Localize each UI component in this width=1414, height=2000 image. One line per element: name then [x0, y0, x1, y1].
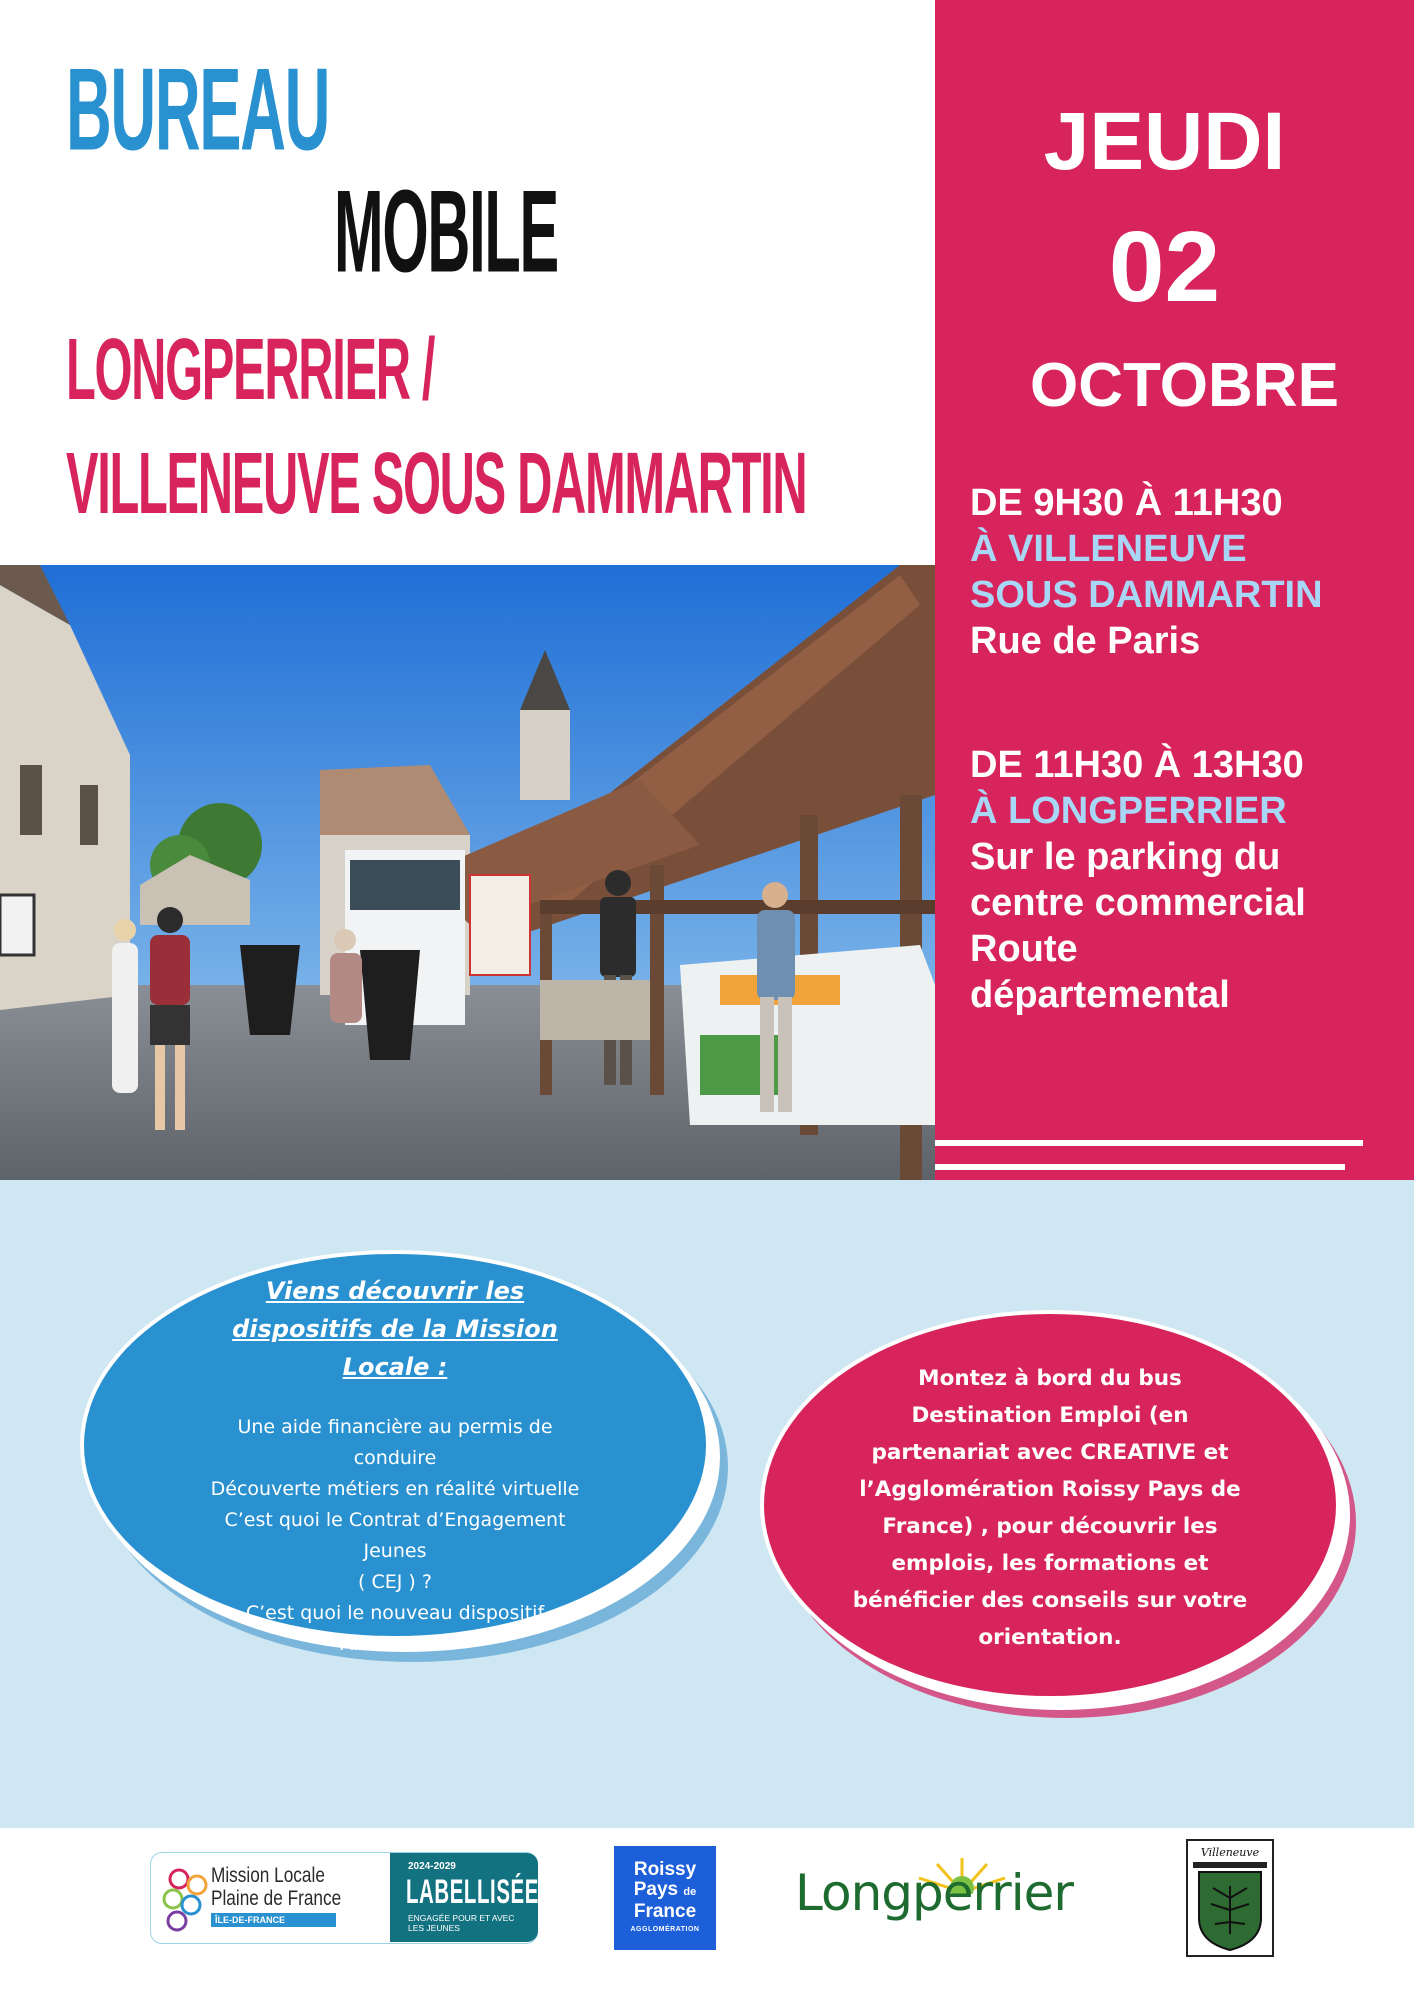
- info-line: emplois, les formations et: [891, 1551, 1209, 1576]
- schedule-address: départemental: [970, 974, 1230, 1016]
- info-line: C’est quoi le Contrat d’Engagement: [224, 1509, 566, 1531]
- info-line: A.C.T.I.V.E ?: [340, 1633, 450, 1655]
- roissy-line: Pays: [633, 1879, 679, 1900]
- info-line: C’est quoi le nouveau dispositif: [245, 1602, 545, 1624]
- labellisee-badge: [390, 1853, 553, 1942]
- mission-locale-rings-icon: [159, 1863, 217, 1935]
- info-line: orientation.: [978, 1625, 1122, 1650]
- longperrier-wordmark: Longperrier: [795, 1864, 1073, 1922]
- roissy-line: Roissy: [633, 1859, 697, 1880]
- roissy-sub: AGGLOMÉRATION: [630, 1926, 700, 1933]
- schedule-place: À VILLENEUVE: [970, 528, 1247, 570]
- schedule-address: Sur le parking du: [970, 836, 1281, 878]
- schedule-address: Route: [970, 928, 1078, 970]
- title-bureau: BUREAU: [66, 44, 330, 176]
- info-line: partenariat avec CREATIVE et: [871, 1440, 1229, 1465]
- date-day-name: JEUDI: [1043, 96, 1286, 187]
- location-title-line1: LONGPERRIER /: [66, 320, 435, 419]
- mission-locale-name-line: Mission Locale: [211, 1864, 325, 1887]
- schedule-villeneuve: [970, 480, 1323, 664]
- schedule-address: centre commercial: [970, 882, 1306, 924]
- villeneuve-crest-icon: [1185, 1838, 1275, 1958]
- schedule-time: DE 9H30 À 11H30: [970, 482, 1283, 524]
- info-line: Jeunes: [363, 1540, 427, 1562]
- schedule-longperrier: [970, 742, 1306, 1018]
- decor-line: [935, 1140, 1363, 1146]
- roissy-line: France: [633, 1901, 697, 1922]
- schedule-address: Rue de Paris: [970, 620, 1201, 662]
- title-mobile: MOBILE: [334, 166, 559, 298]
- info-line: ( CEJ ) ?: [358, 1571, 432, 1593]
- roissy-pays-de-france-logo: [614, 1846, 716, 1950]
- roissy-line-small: de: [683, 1886, 697, 1898]
- decor-line: [935, 1164, 1345, 1170]
- villeneuve-crest-logo: [1185, 1838, 1275, 1958]
- longperrier-logo: [795, 1858, 1105, 1938]
- info-line: l’Agglomération Roissy Pays de: [859, 1477, 1241, 1502]
- info-line: Découverte métiers en réalité virtuelle: [210, 1478, 580, 1500]
- mission-locale-region: ÎLE-DE-FRANCE: [211, 1913, 336, 1927]
- mission-locale-info: [150, 1272, 640, 1660]
- info-line: conduire: [353, 1447, 437, 1469]
- schedule-place: SOUS DAMMARTIN: [970, 574, 1323, 616]
- date-day-number: 02: [1108, 211, 1221, 323]
- info-line: Une aide financière au permis de: [237, 1416, 553, 1438]
- info-line: bénéficier des conseils sur votre: [852, 1588, 1248, 1613]
- mission-locale-heading: Viens découvrir les dispositifs de la Mission Locale :: [232, 1277, 558, 1381]
- location-title-line2: VILLENEUVE SOUS DAMMARTIN: [66, 434, 807, 533]
- mission-locale-logo: [150, 1852, 553, 1944]
- labellisee-tagline: ENGAGÉE POUR ET AVEC LES JEUNES: [408, 1913, 515, 1933]
- labellisee-label: LABELLISÉE !: [406, 1873, 553, 1911]
- labellisee-years: 2024-2029: [408, 1861, 456, 1872]
- info-line: France) , pour découvrir les: [882, 1514, 1218, 1539]
- info-line: Destination Emploi (en: [911, 1403, 1189, 1428]
- schedule-place: À LONGPERRIER: [970, 790, 1287, 832]
- photo-illustration: [0, 565, 935, 1180]
- date-month: OCTOBRE: [1030, 351, 1339, 420]
- market-hall-photo: [0, 565, 935, 1180]
- schedule-time: DE 11H30 À 13H30: [970, 744, 1304, 786]
- villeneuve-text: Villeneuve: [1200, 1846, 1260, 1859]
- info-line: Montez à bord du bus: [918, 1366, 1182, 1391]
- mission-locale-name: [211, 1864, 341, 1910]
- bus-info: [808, 1360, 1292, 1656]
- mission-locale-name-line: Plaine de France: [211, 1887, 342, 1910]
